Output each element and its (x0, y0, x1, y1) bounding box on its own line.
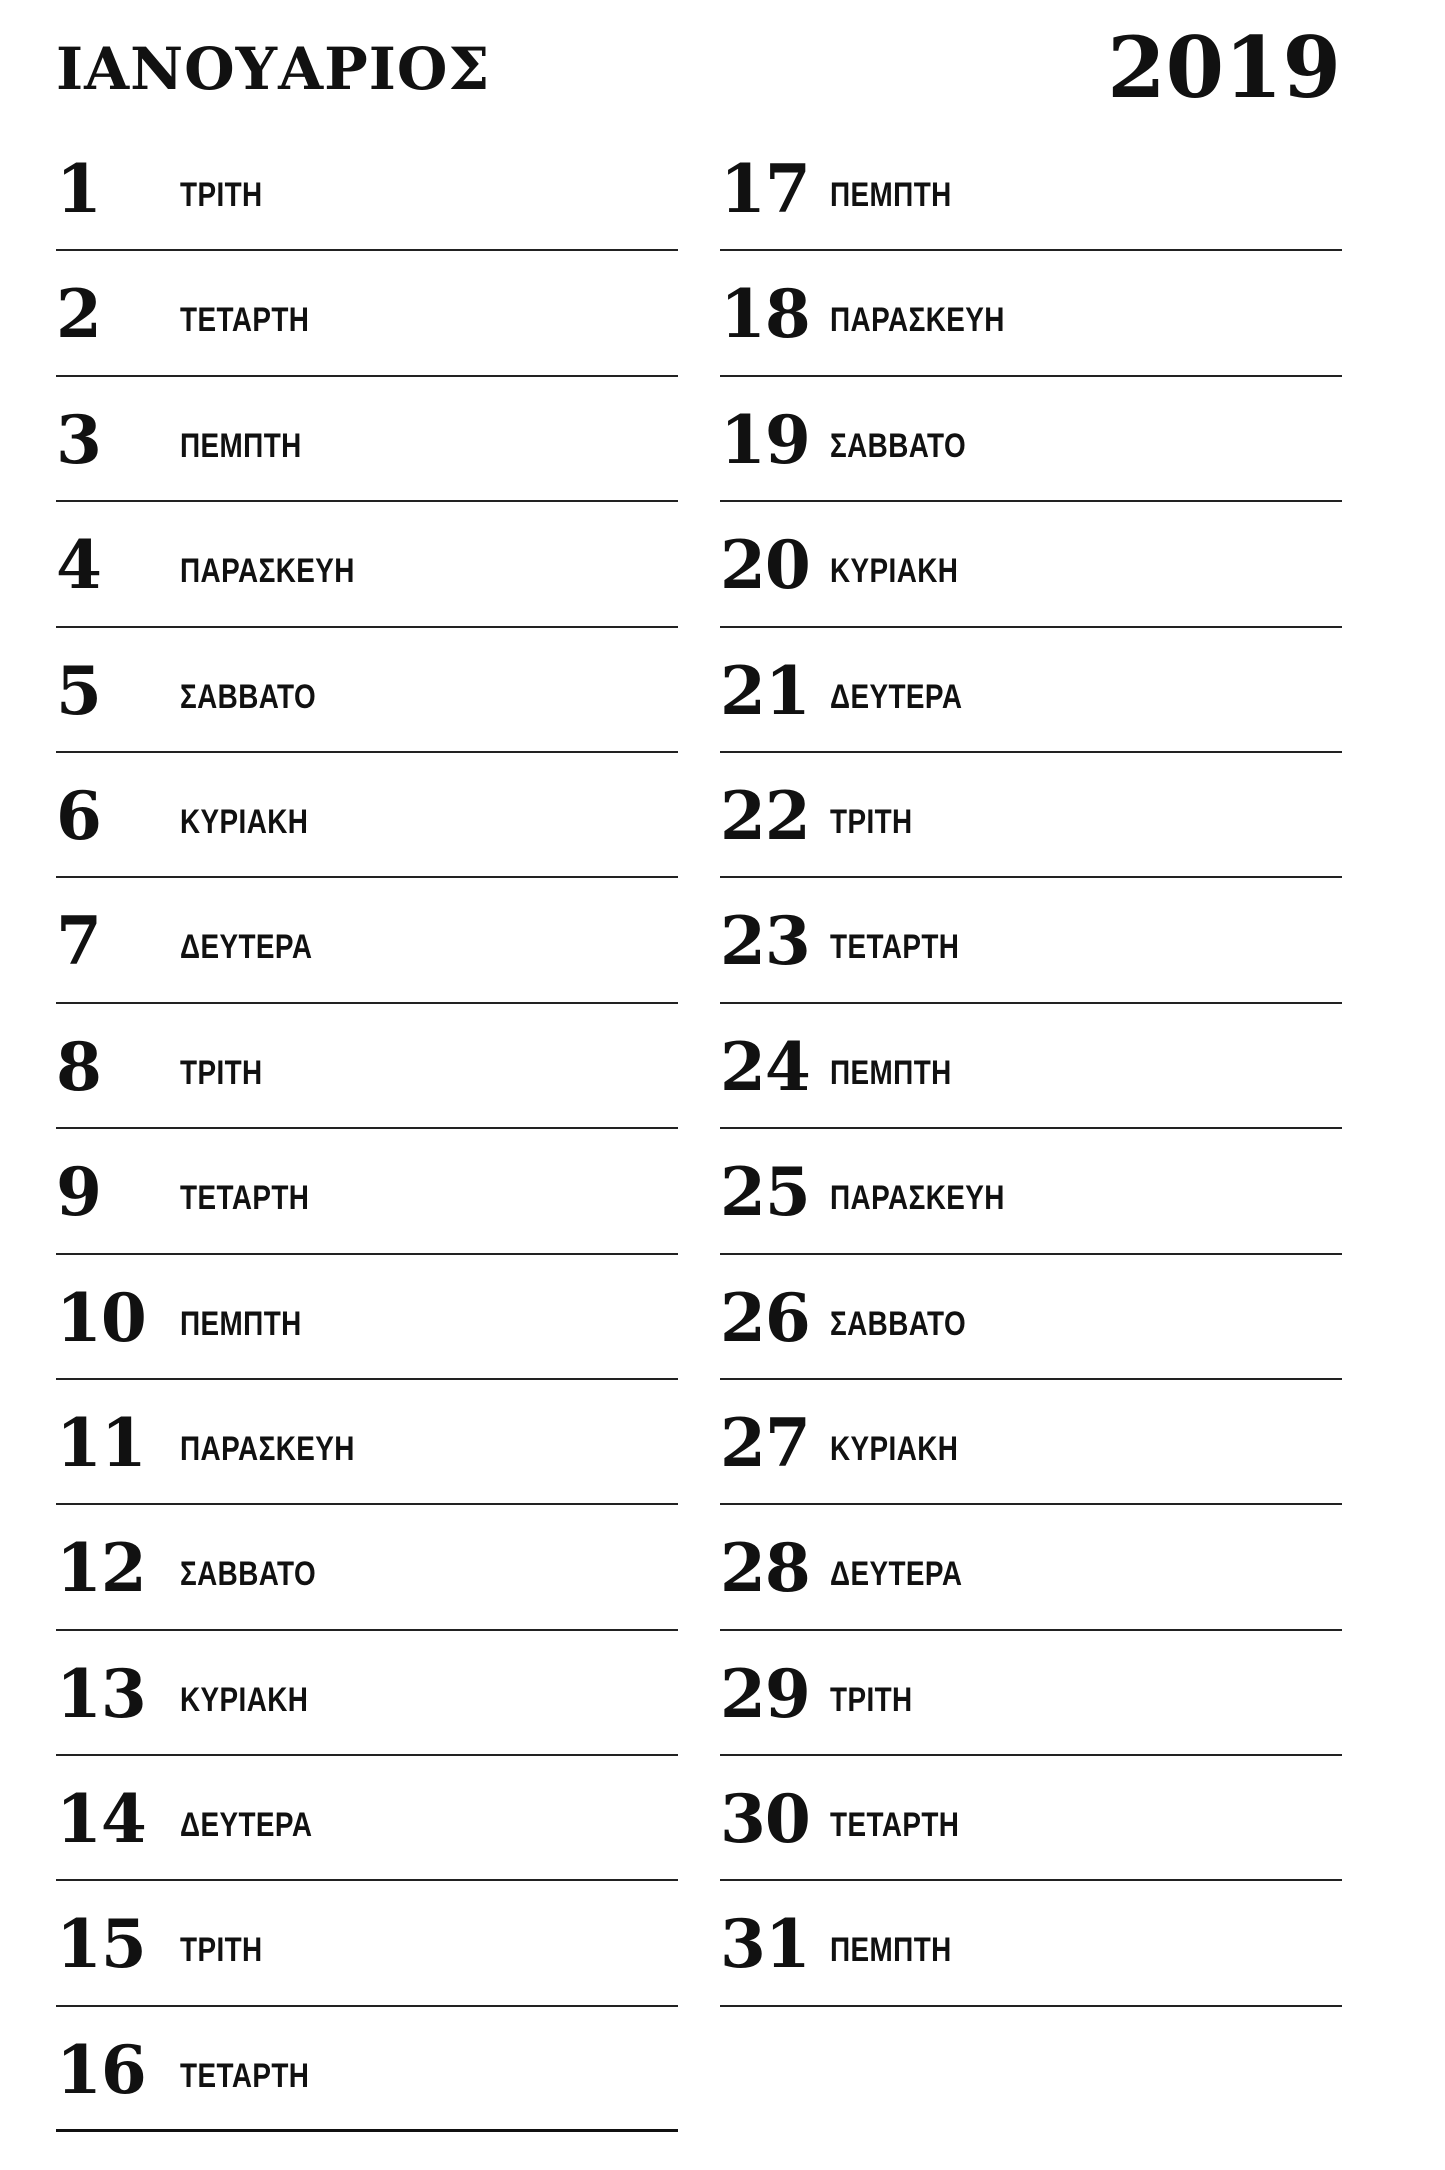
weekday-name: ΤΕΤΑΡΤΗ (180, 2056, 310, 2095)
weekday-name: ΚΥΡΙΑΚΗ (180, 1680, 309, 1719)
day-row (720, 1631, 1342, 1756)
day-row (56, 628, 678, 753)
weekday-name: ΤΡΙΤΗ (180, 176, 263, 214)
weekday-name: ΠΕΜΠΤΗ (180, 426, 302, 465)
weekday-name: ΤΕΤΑΡΤΗ (180, 1179, 310, 1218)
day-column-left (56, 126, 678, 2132)
weekday-name: ΔΕΥΤΕΡΑ (180, 928, 313, 967)
weekday-name: ΠΑΡΑΣΚΕΥΗ (180, 552, 355, 591)
day-number: 14 (56, 1780, 146, 1859)
day-number: 15 (56, 1905, 146, 1984)
day-row (56, 502, 678, 627)
day-row (56, 1881, 678, 2006)
day-number: 18 (720, 275, 810, 354)
day-row (56, 251, 678, 376)
day-number: 3 (56, 400, 101, 479)
day-number: 30 (720, 1780, 810, 1859)
day-number: 27 (720, 1403, 810, 1482)
day-number: 24 (720, 1027, 810, 1106)
day-row (56, 1505, 678, 1630)
day-number: 21 (720, 651, 810, 730)
day-row (720, 1380, 1342, 1505)
day-number: 31 (720, 1905, 810, 1984)
weekday-name: ΤΡΙΤΗ (180, 1931, 263, 1970)
day-number: 9 (56, 1153, 101, 1232)
day-number: 2 (56, 275, 101, 354)
day-row (720, 1129, 1342, 1254)
weekday-name: ΠΕΜΠΤΗ (830, 176, 952, 214)
weekday-name: ΣΑΒΒΑΤΟ (830, 426, 967, 465)
day-number: 17 (720, 150, 810, 228)
day-row (56, 2007, 678, 2132)
weekday-name: ΤΡΙΤΗ (830, 802, 913, 841)
day-number: 1 (56, 150, 101, 228)
day-number: 28 (720, 1529, 810, 1608)
weekday-name: ΠΕΜΠΤΗ (830, 1931, 952, 1970)
day-number: 25 (720, 1153, 810, 1232)
weekday-name: ΠΕΜΠΤΗ (180, 1304, 302, 1343)
weekday-name: ΤΡΙΤΗ (180, 1053, 263, 1092)
day-number: 12 (56, 1529, 146, 1608)
weekday-name: ΚΥΡΙΑΚΗ (830, 552, 959, 591)
day-row (720, 1756, 1342, 1881)
day-row (720, 126, 1342, 251)
year-title: 2019 (1107, 18, 1341, 117)
weekday-name: ΔΕΥΤΕΡΑ (830, 1555, 963, 1594)
weekday-name: ΤΕΤΑΡΤΗ (180, 301, 310, 340)
day-row (720, 251, 1342, 376)
weekday-name: ΔΕΥΤΕΡΑ (830, 677, 963, 716)
day-number: 8 (56, 1027, 101, 1106)
day-column-right (720, 126, 1342, 2007)
day-number: 5 (56, 651, 101, 730)
weekday-name: ΠΕΜΠΤΗ (830, 1053, 952, 1092)
day-number: 29 (720, 1654, 810, 1733)
day-number: 13 (56, 1654, 146, 1733)
weekday-name: ΣΑΒΒΑΤΟ (180, 1555, 317, 1594)
day-row (56, 1255, 678, 1380)
day-number: 10 (56, 1278, 146, 1357)
weekday-name: ΠΑΡΑΣΚΕΥΗ (180, 1429, 355, 1468)
calendar-header (56, 20, 1341, 120)
weekday-name: ΣΑΒΒΑΤΟ (830, 1304, 967, 1343)
day-row (720, 1505, 1342, 1630)
day-row (56, 126, 678, 251)
weekday-name: ΤΡΙΤΗ (830, 1680, 913, 1719)
weekday-name: ΤΕΤΑΡΤΗ (830, 928, 960, 967)
day-row (720, 502, 1342, 627)
day-row (56, 753, 678, 878)
day-number: 6 (56, 776, 101, 855)
day-row (56, 1380, 678, 1505)
day-number: 4 (56, 526, 101, 605)
day-number: 26 (720, 1278, 810, 1357)
weekday-name: ΚΥΡΙΑΚΗ (180, 802, 309, 841)
weekday-name: ΤΕΤΑΡΤΗ (830, 1806, 960, 1845)
weekday-name: ΚΥΡΙΑΚΗ (830, 1429, 959, 1468)
day-number: 7 (56, 902, 101, 981)
day-number: 22 (720, 776, 810, 855)
day-row (56, 1004, 678, 1129)
day-row (56, 1129, 678, 1254)
day-number: 19 (720, 400, 810, 479)
day-row (56, 1631, 678, 1756)
day-number: 11 (56, 1403, 146, 1482)
day-row (720, 377, 1342, 502)
month-title: ΙΑΝΟΥΑΡΙΟΣ (56, 35, 491, 103)
day-row (56, 878, 678, 1003)
day-row (720, 1881, 1342, 2006)
weekday-name: ΣΑΒΒΑΤΟ (180, 677, 317, 716)
day-number: 20 (720, 526, 810, 605)
day-row (720, 1255, 1342, 1380)
day-row (720, 753, 1342, 878)
day-row (720, 878, 1342, 1003)
weekday-name: ΠΑΡΑΣΚΕΥΗ (830, 1179, 1005, 1218)
day-row (720, 1004, 1342, 1129)
day-row (56, 377, 678, 502)
weekday-name: ΠΑΡΑΣΚΕΥΗ (830, 301, 1005, 340)
day-row (720, 628, 1342, 753)
weekday-name: ΔΕΥΤΕΡΑ (180, 1806, 313, 1845)
day-row (56, 1756, 678, 1881)
day-number: 16 (56, 2030, 146, 2109)
day-number: 23 (720, 902, 810, 981)
